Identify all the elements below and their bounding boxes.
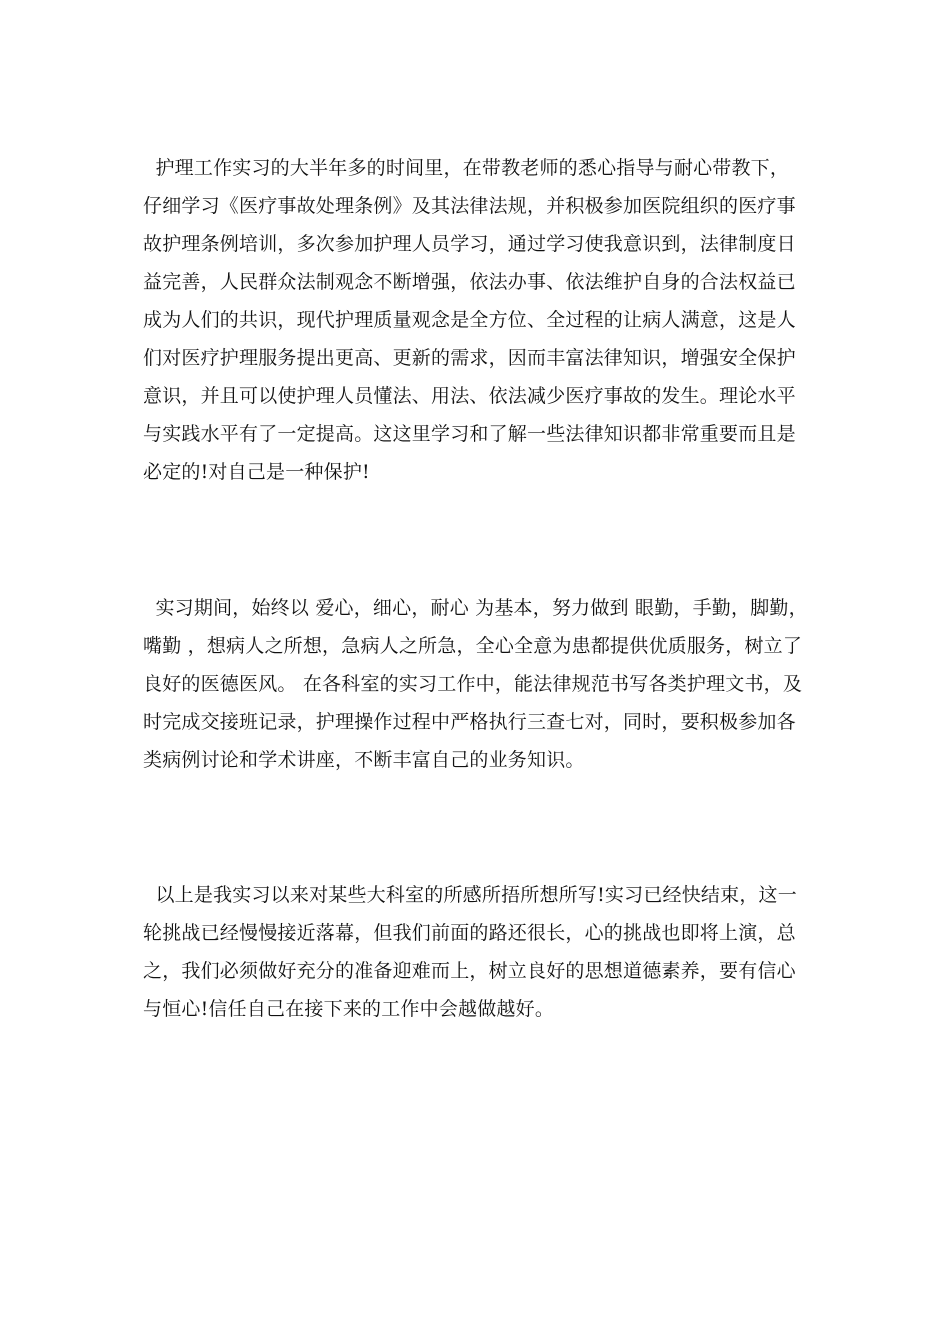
paragraph-line: 良好的医德医风。 在各科室的实习工作中，能法律规范书写各类护理文书，及	[143, 673, 803, 695]
paragraph-line: 益完善，人民群众法制观念不断增强，依法办事、依法维护自身的合法权益已	[143, 271, 796, 293]
paragraph-line: 与恒心!信任自己在接下来的工作中会越做越好。	[143, 998, 555, 1020]
paragraph-line: 护理工作实习的大半年多的时间里，在带教老师的悉心指导与耐心带教下，	[143, 157, 790, 179]
paragraph-line: 必定的!对自己是一种保护!	[143, 461, 370, 483]
paragraph-line: 们对医疗护理服务提出更高、更新的需求，因而丰富法律知识，增强安全保护	[143, 347, 796, 369]
paragraph-line: 与实践水平有了一定提高。这这里学习和了解一些法律知识都非常重要而且是	[143, 423, 796, 445]
paragraph-line: 类病例讨论和学术讲座，不断丰富自己的业务知识。	[143, 749, 585, 771]
paragraph-line: 实习期间，始终以 爱心，细心，耐心 为基本，努力做到 眼勤，手勤，脚勤，	[143, 597, 808, 619]
paragraph-line: 故护理条例培训，多次参加护理人员学习，通过学习使我意识到，法律制度日	[143, 233, 796, 255]
paragraph-line: 时完成交接班记录，护理操作过程中严格执行三查七对，同时，要积极参加各	[143, 711, 796, 733]
paragraph-line: 轮挑战已经慢慢接近落幕，但我们前面的路还很长，心的挑战也即将上演，总	[143, 922, 796, 944]
paragraph-line: 之，我们必须做好充分的准备迎难而上，树立良好的思想道德素养，要有信心	[143, 960, 796, 982]
paragraph-line: 以上是我实习以来对某些大科室的所感所捂所想所写!实习已经快结束，这一	[143, 884, 797, 906]
paragraph-line: 意识，并且可以使护理人员懂法、用法、依法减少医疗事故的发生。理论水平	[143, 385, 796, 407]
paragraph-line: 嘴勤 ，想病人之所想，急病人之所急，全心全意为患都提供优质服务，树立了	[143, 635, 803, 657]
paragraph-line: 成为人们的共识，现代护理质量观念是全方位、全过程的让病人满意，这是人	[143, 309, 796, 331]
paragraph-line: 仔细学习《医疗事故处理条例》及其法律法规，并积极参加医院组织的医疗事	[143, 195, 796, 217]
